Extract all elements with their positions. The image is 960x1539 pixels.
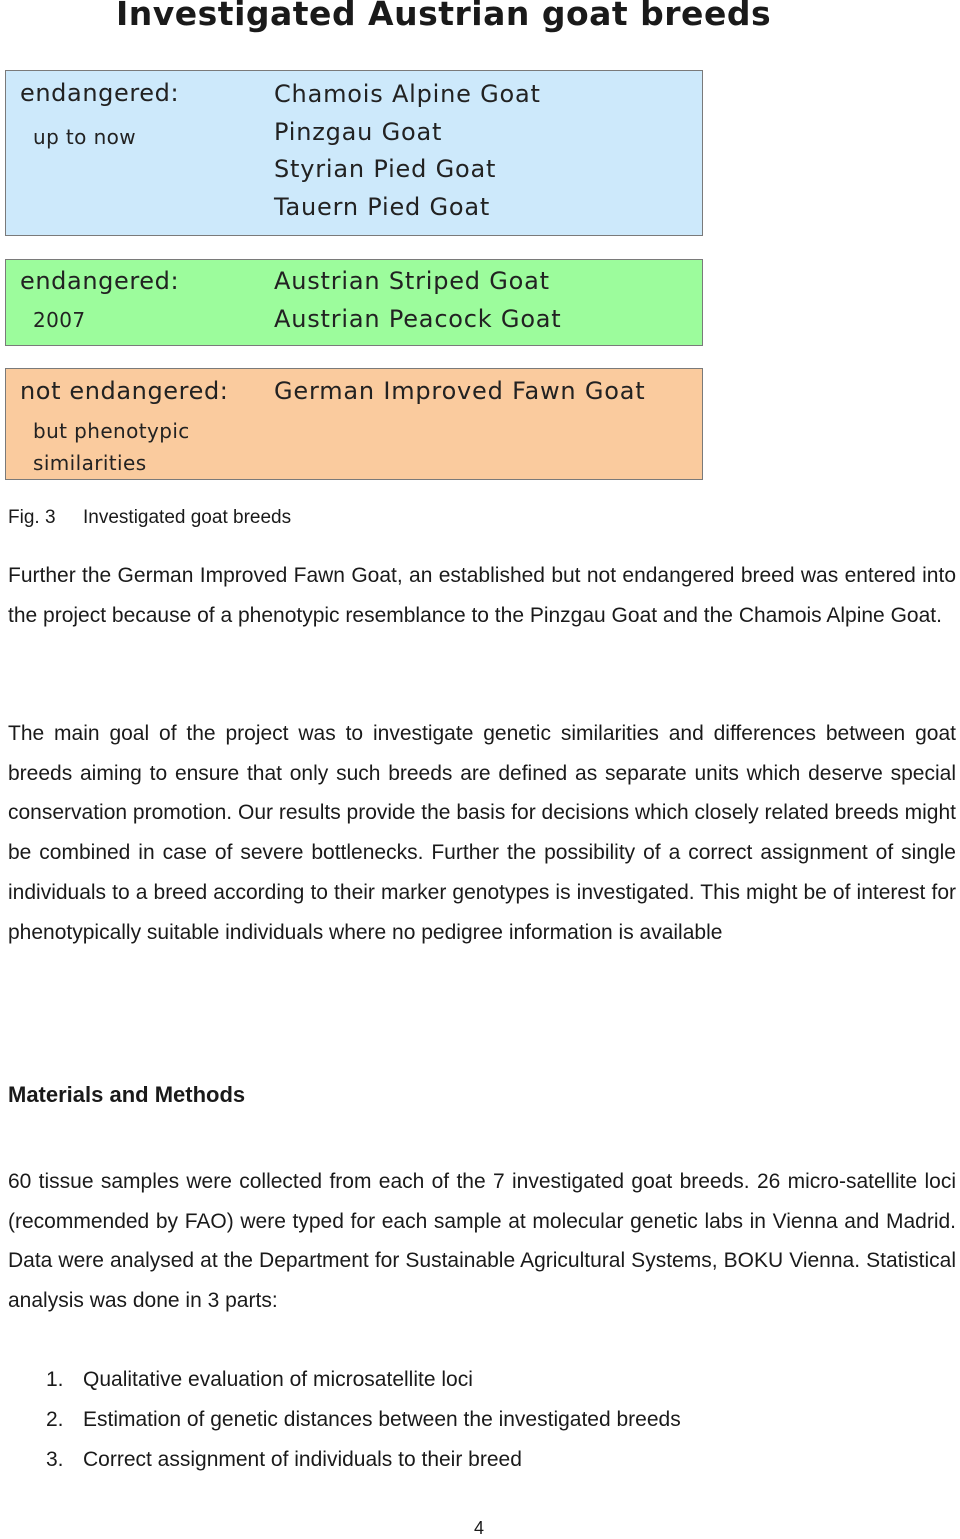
group-status: endangered: — [20, 267, 180, 295]
group-status: endangered: — [20, 79, 180, 107]
breed-group-not-endangered — [5, 368, 703, 480]
paragraph-further: Further the German Improved Fawn Goat, an established but not endangered breed was entered into the project because of a phenotypic resemblance to the Pinzgau Goat and the Chamois Alpine Goat. — [8, 564, 956, 627]
breed-list — [274, 263, 562, 338]
list-number: 1. — [46, 1368, 64, 1391]
list-text: Estimation of genetic distances between the investigated breeds — [83, 1408, 681, 1431]
breed-item: Pinzgau Goat — [274, 117, 443, 146]
breed-item: Chamois Alpine Goat — [274, 80, 541, 108]
group-status: not endangered: — [20, 377, 229, 405]
breed-item: Tauern Pied Goat — [274, 192, 491, 221]
group-substatus: up to now — [33, 125, 137, 149]
breed-list — [274, 76, 541, 226]
breed-item: German Improved Fawn Goat — [274, 377, 646, 405]
breed-item: Austrian Peacock Goat — [274, 304, 562, 333]
page-title: Investigated Austrian goat breeds — [116, 0, 772, 33]
figure-label: Fig. 3 — [8, 507, 56, 528]
breed-item: Styrian Pied Goat — [274, 155, 497, 183]
breed-group-endangered-2007 — [5, 259, 703, 346]
figure-caption: Investigated goat breeds — [83, 507, 292, 528]
breed-group-endangered-up-to-now — [5, 70, 703, 236]
breed-list — [274, 373, 645, 411]
list-number: 3. — [46, 1448, 64, 1471]
group-substatus: but phenotypic similarities — [33, 419, 190, 475]
group-substatus: 2007 — [33, 308, 86, 332]
breed-item: Austrian Striped Goat — [274, 267, 550, 295]
paragraph-methods: 60 tissue samples were collected from each of the 7 investigated goat breeds. 26 micro-satellite loci (recommended by FAO) were typed for each sample at molecular genetic labs in Vienna and Madrid. Data were analysed at the Department for Sustainable Agricultural Systems, BOKU Vienna. Statistical analysis was done in 3 parts: — [8, 1170, 956, 1313]
paragraph-main-goal: The main goal of the project was to investigate genetic similarities and differences between goat breeds aiming to ensure that only such breeds are defined as separate units which deserve special conservation promotion. Our results provide the basis for decisions which closely related breeds might be combined in case of severe bottlenecks. Further the possibility of a correct assignment of single individuals to a breed according to their marker genotypes is investigated. This might be of interest for phenotypically suitable individuals where no pedigree information is available — [8, 722, 956, 944]
page-number: 4 — [474, 1518, 485, 1538]
list-number: 2. — [46, 1408, 64, 1431]
list-text: Correct assignment of individuals to their breed — [83, 1448, 522, 1471]
list-text: Qualitative evaluation of microsatellite loci — [83, 1368, 473, 1391]
section-heading-materials-methods: Materials and Methods — [8, 1082, 246, 1107]
